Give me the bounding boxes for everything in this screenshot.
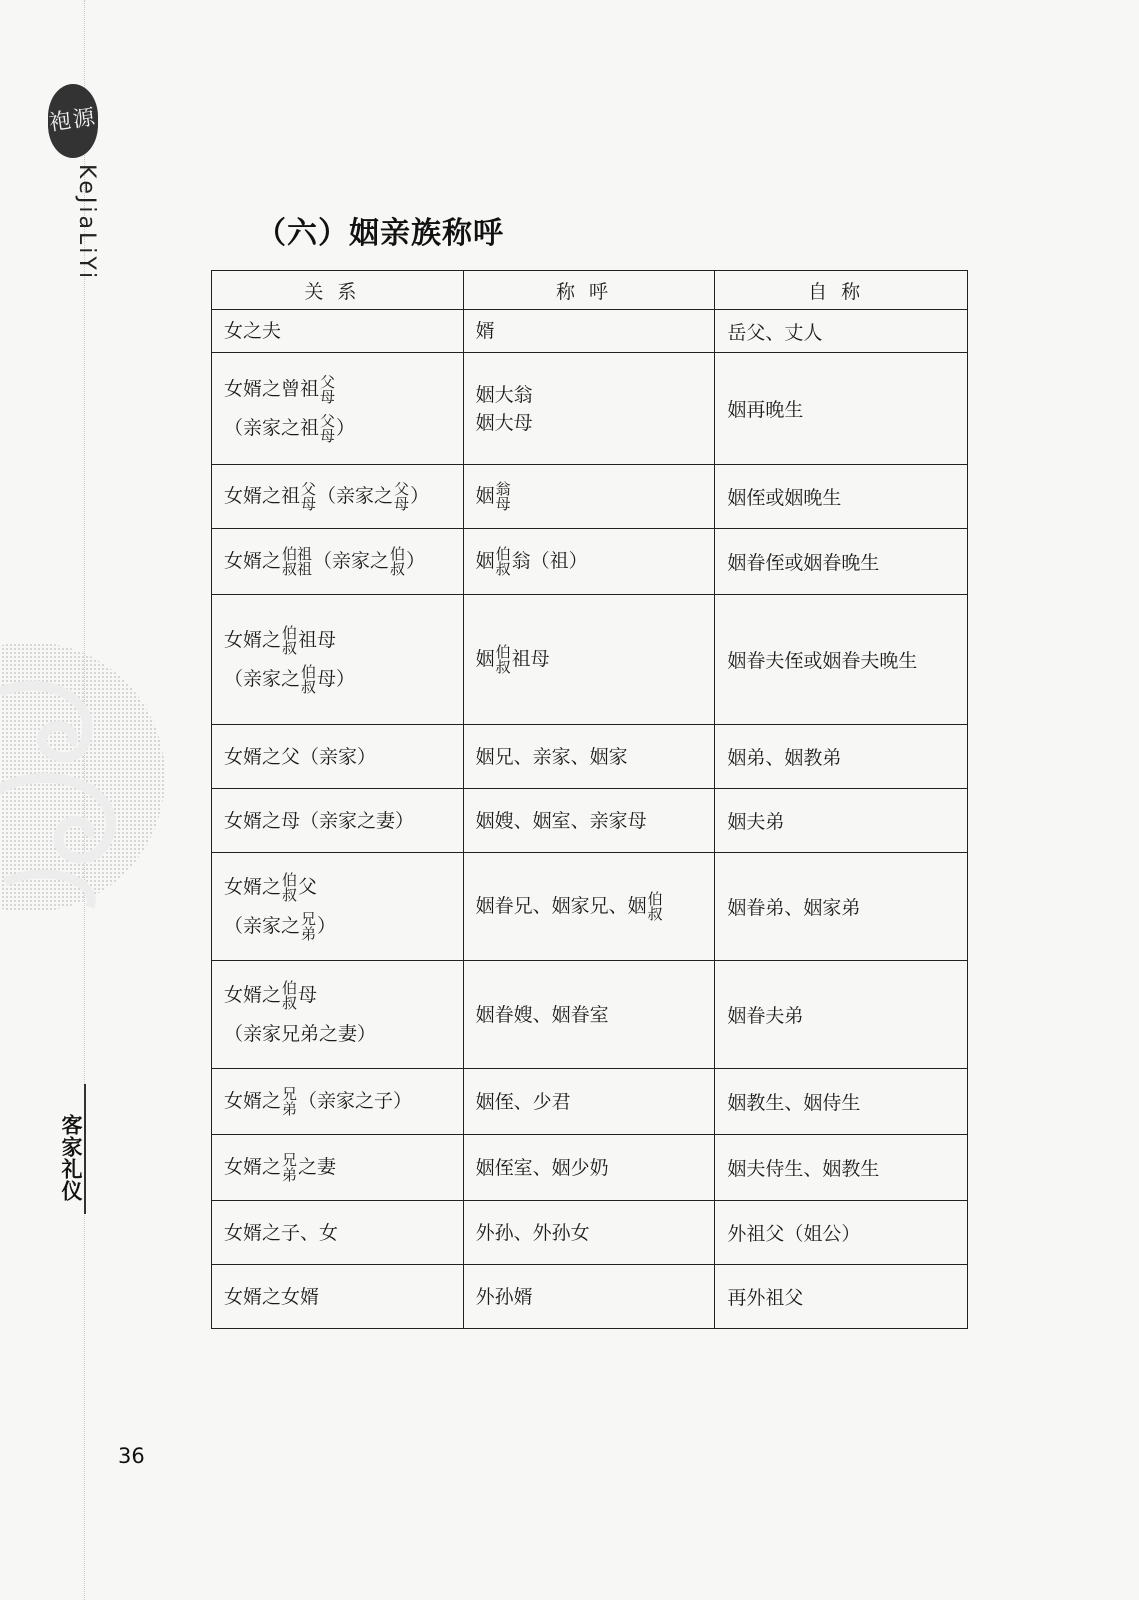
- cell-line: [224, 546, 451, 577]
- cell-text: 之妻: [298, 1156, 337, 1178]
- table-row: [212, 961, 968, 1069]
- decorative-cloud-ornament: [0, 632, 170, 922]
- stacked-top: 伯: [647, 890, 663, 908]
- cell-line: [476, 1218, 703, 1248]
- cell-line: [224, 413, 451, 444]
- cell-text: （亲家兄弟之妻）: [224, 1023, 377, 1045]
- stacked-bottom: 弟: [282, 1166, 298, 1184]
- cell-line: [224, 374, 451, 405]
- relation-cell: [212, 529, 464, 595]
- cell-line: [224, 806, 451, 836]
- header-address: 称呼: [463, 271, 715, 310]
- self-cell: 岳父、丈人: [715, 310, 968, 353]
- self-cell: 姻夫弟: [715, 789, 968, 853]
- table-row: [212, 789, 968, 853]
- stacked-top: 父: [301, 480, 317, 498]
- address-cell: [463, 1201, 715, 1265]
- stacked-characters: [496, 482, 511, 512]
- cell-text: ）: [317, 914, 337, 937]
- address-cell: [463, 353, 715, 465]
- cell-text: 母: [298, 984, 318, 1006]
- stacked-characters: [390, 547, 405, 577]
- stacked-characters: [648, 892, 663, 922]
- cell-text: 姻大翁: [475, 383, 533, 406]
- cell-line: [476, 1282, 703, 1312]
- cell-line: [476, 546, 703, 577]
- cell-text: 祖母: [298, 628, 337, 651]
- cell-text: 姻侄室、姻少奶: [475, 1156, 609, 1179]
- table-row: [212, 529, 968, 595]
- header-self: 自称: [715, 271, 968, 310]
- header-relation: 关系: [212, 271, 464, 310]
- cell-line: [224, 1152, 451, 1183]
- relation-cell: [212, 595, 464, 725]
- cell-text: 女婿之父（亲家）: [224, 745, 377, 768]
- cell-line: [224, 872, 451, 903]
- cell-text: （亲家之: [317, 485, 394, 507]
- cell-text: 婿: [475, 320, 495, 342]
- cell-text: 祖母: [511, 648, 550, 670]
- relation-cell: [212, 961, 464, 1069]
- cell-line: [476, 644, 703, 675]
- table-row: [212, 465, 968, 529]
- cell-line: [476, 409, 703, 437]
- stacked-characters: [282, 981, 297, 1011]
- stacked-top: 伯: [495, 643, 511, 661]
- stacked-characters: [282, 1153, 297, 1183]
- cell-text: 姻大母: [475, 411, 533, 434]
- stacked-characters: [282, 623, 298, 657]
- stacked-top: 伯: [390, 545, 406, 563]
- stacked-bottom: 叔: [282, 638, 298, 657]
- cell-line: [224, 481, 451, 512]
- cell-text: 姻眷嫂、姻眷室: [475, 1003, 609, 1026]
- cell-text: 女婿之母（亲家之妻）: [224, 809, 415, 832]
- cell-line: [476, 481, 703, 512]
- cell-text: 姻: [475, 648, 495, 670]
- relation-cell: [212, 1135, 464, 1201]
- self-cell: 再外祖父: [715, 1265, 968, 1329]
- relation-cell: [212, 789, 464, 853]
- self-cell: 姻眷夫弟: [715, 961, 968, 1069]
- cell-text: 姻嫂、姻室、亲家母: [475, 809, 647, 832]
- table-body: [212, 310, 968, 1329]
- cell-text: 姻: [475, 485, 495, 507]
- self-cell: 姻教生、姻侍生: [715, 1069, 968, 1135]
- relation-cell: [212, 1265, 464, 1329]
- relation-cell: [212, 310, 464, 353]
- relation-cell: [212, 353, 464, 465]
- stacked-characters: [394, 482, 409, 512]
- stacked-characters: [496, 645, 511, 675]
- cell-text: 女婿之: [224, 628, 282, 651]
- table-row: [212, 1135, 968, 1201]
- stacked-bottom: 弟: [301, 924, 317, 943]
- stacked-top: 伯: [282, 870, 298, 889]
- cell-line: [476, 806, 703, 836]
- stacked-bottom: 叔: [495, 560, 511, 578]
- stacked-bottom: 弟: [282, 1100, 298, 1118]
- stacked-top: 伯: [495, 545, 511, 563]
- stacked-top: 父: [320, 372, 336, 391]
- stacked-bottom: 叔: [282, 885, 298, 904]
- cell-line: [224, 1282, 451, 1312]
- cell-text: 翁（祖）: [511, 550, 588, 572]
- stacked-top: 伯: [282, 979, 298, 997]
- cell-line: [476, 1000, 703, 1030]
- cell-text: 姻兄、亲家、姻家: [475, 745, 628, 768]
- relation-cell: [212, 1069, 464, 1135]
- table-row: [212, 310, 968, 353]
- self-cell: 姻眷侄或姻眷晚生: [715, 529, 968, 595]
- address-cell: [463, 1135, 715, 1201]
- stacked-top: 兄: [282, 1085, 298, 1103]
- address-cell: [463, 961, 715, 1069]
- address-cell: [463, 725, 715, 789]
- cell-text: ）: [406, 550, 426, 572]
- cell-text: 姻侄、少君: [475, 1090, 571, 1113]
- cell-text: 姻: [475, 550, 495, 572]
- cell-text: 姻眷兄、姻家兄、姻: [475, 895, 647, 917]
- stacked-bottom: 母: [301, 495, 317, 513]
- stacked-bottom: 母: [320, 426, 336, 445]
- cell-text: 女婿之子、女: [224, 1221, 339, 1244]
- cell-line: [224, 625, 451, 656]
- stacked-bottom: 叔: [301, 677, 317, 696]
- stacked-bottom: 叔: [647, 905, 663, 923]
- page-number: 36: [118, 1444, 145, 1468]
- cell-line: [224, 1019, 451, 1049]
- cell-line: [224, 742, 451, 772]
- stacked-characters: [301, 482, 316, 512]
- cell-text: （亲家之: [313, 550, 390, 572]
- table-row: [212, 353, 968, 465]
- self-cell: 姻眷弟、姻家弟: [715, 853, 968, 961]
- relation-cell: [212, 725, 464, 789]
- cell-line: [476, 1087, 703, 1117]
- stacked-bottom: 母: [495, 495, 511, 513]
- cell-text: （亲家之: [224, 667, 301, 690]
- stacked-characters: [496, 547, 511, 577]
- cell-text: 女婿之: [224, 550, 282, 572]
- cell-line: [476, 316, 703, 346]
- table-row: [212, 725, 968, 789]
- stacked-top: 兄: [282, 1151, 298, 1169]
- table-row: [212, 595, 968, 725]
- seal-logo: [48, 84, 98, 158]
- cell-line: [224, 911, 451, 942]
- stacked-top: 伯: [301, 662, 317, 681]
- self-cell: 姻再晚生: [715, 353, 968, 465]
- self-cell: 姻弟、姻教弟: [715, 725, 968, 789]
- stacked-characters: [301, 909, 317, 943]
- stacked-bottom: 母: [394, 495, 410, 513]
- relation-cell: [212, 1201, 464, 1265]
- cell-text: （亲家之子）: [298, 1090, 413, 1112]
- self-cell: 姻侄或姻晚生: [715, 465, 968, 529]
- table-row: [212, 853, 968, 961]
- stacked-top: 翁: [495, 480, 511, 498]
- stacked-bottom: 叔: [495, 658, 511, 676]
- cell-text: ）: [410, 485, 430, 507]
- address-cell: [463, 595, 715, 725]
- cell-line: [476, 891, 703, 922]
- stacked-characters: [282, 1087, 297, 1117]
- cell-text: 女婿之曾祖: [224, 377, 320, 400]
- cell-line: [224, 1086, 451, 1117]
- cell-text: 女婿之: [224, 1090, 282, 1112]
- self-cell: 姻夫侍生、姻教生: [715, 1135, 968, 1201]
- table-row: [212, 1201, 968, 1265]
- cell-text: 母）: [317, 667, 356, 690]
- stacked-bottom: 叔: [390, 560, 406, 578]
- address-cell: [463, 465, 715, 529]
- cell-line: [224, 1218, 451, 1248]
- section-title: （六）姻亲族称呼: [256, 216, 504, 251]
- cell-line: [224, 664, 451, 695]
- address-cell: [463, 789, 715, 853]
- cell-line: [224, 316, 451, 346]
- kinship-table: [211, 270, 968, 1329]
- cell-line: [224, 980, 451, 1011]
- cell-line: [476, 381, 703, 409]
- stacked-characters: [301, 662, 317, 696]
- cell-text: 外孙婿: [475, 1285, 533, 1308]
- book-latin-title: KeJiaLiYi: [74, 164, 99, 282]
- stacked-characters: [320, 372, 336, 406]
- self-cell: 外祖父（姐公）: [715, 1201, 968, 1265]
- table-row: [212, 1265, 968, 1329]
- seal-text: 袍源: [47, 104, 99, 137]
- table-header-row: [212, 271, 968, 310]
- cell-text: 女婿之女婿: [224, 1285, 320, 1308]
- cell-text: 女婿之: [224, 1156, 282, 1178]
- relation-cell: [212, 853, 464, 961]
- cell-text: （亲家之祖: [224, 416, 320, 439]
- cell-line: [476, 742, 703, 772]
- stacked-characters: [282, 547, 312, 577]
- stacked-bottom: 叔祖: [282, 560, 313, 578]
- cell-text: 女婿之祖: [224, 485, 301, 507]
- address-cell: [463, 1069, 715, 1135]
- stacked-top: 兄: [301, 909, 317, 928]
- stacked-top: 父: [320, 411, 336, 430]
- stacked-bottom: 母: [320, 387, 336, 406]
- cell-text: 女婿之: [224, 875, 282, 898]
- cell-text: 外孙、外孙女: [475, 1221, 590, 1244]
- stacked-characters: [282, 870, 298, 904]
- address-cell: [463, 853, 715, 961]
- cell-text: ）: [336, 416, 356, 439]
- address-cell: [463, 310, 715, 353]
- address-cell: [463, 529, 715, 595]
- cell-text: 女之夫: [224, 320, 282, 342]
- stacked-top: 伯: [282, 623, 298, 642]
- stacked-characters: [320, 411, 336, 445]
- cell-line: [476, 1153, 703, 1183]
- stacked-top: 父: [394, 480, 410, 498]
- stacked-bottom: 叔: [282, 994, 298, 1012]
- book-title-vertical: 客家礼仪: [59, 1114, 83, 1202]
- relation-cell: [212, 465, 464, 529]
- table-row: [212, 1069, 968, 1135]
- cell-text: 女婿之: [224, 984, 282, 1006]
- cell-text: （亲家之: [224, 914, 301, 937]
- address-cell: [463, 1265, 715, 1329]
- cell-text: 父: [298, 875, 318, 898]
- stacked-top: 伯祖: [282, 545, 313, 563]
- self-cell: 姻眷夫侄或姻眷夫晚生: [715, 595, 968, 725]
